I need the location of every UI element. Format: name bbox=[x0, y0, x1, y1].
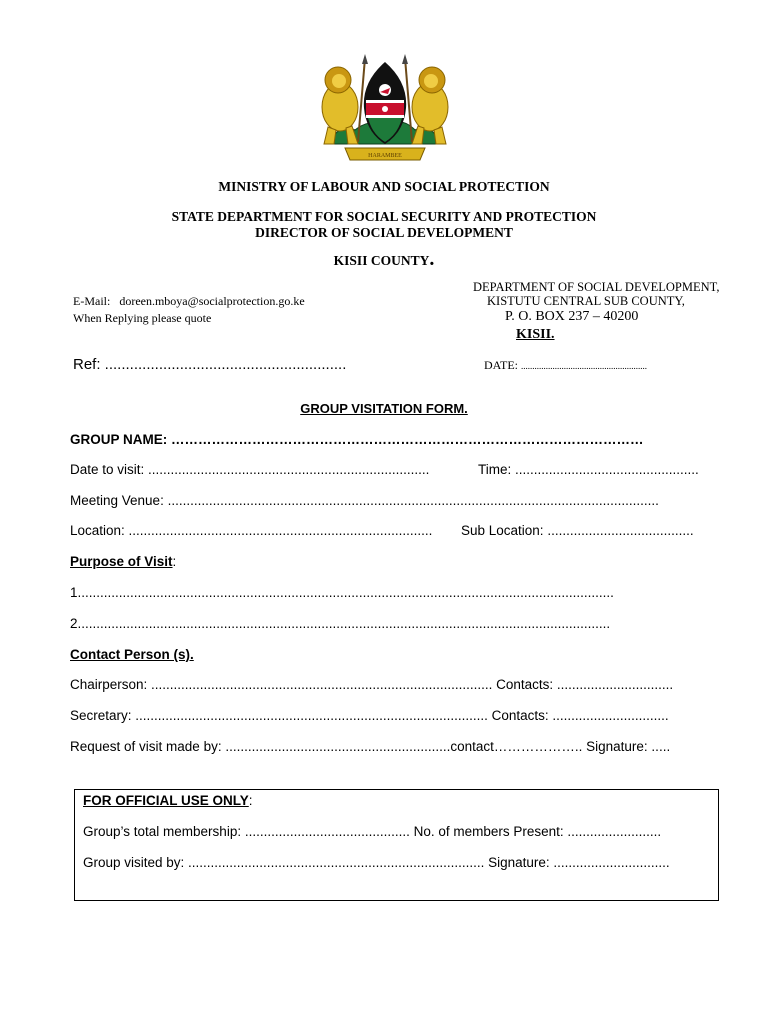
official-use-heading bbox=[83, 793, 253, 808]
director-heading: DIRECTOR OF SOCIAL DEVELOPMENT bbox=[255, 225, 513, 240]
state-department-heading: STATE DEPARTMENT FOR SOCIAL SECURITY AND PROTECTION bbox=[171, 209, 597, 224]
address-line-2: KISTUTU CENTRAL SUB COUNTY, bbox=[487, 294, 685, 308]
ref-field: Ref: .......................................................... bbox=[73, 356, 347, 373]
request-field: Request of visit made by: ............................................................contact……………….. Signature: ..... bbox=[70, 739, 671, 754]
kenya-coat-of-arms-emblem bbox=[310, 52, 460, 164]
group-name-dots: …………………………………………………………………………………………… bbox=[171, 432, 644, 447]
email-label: E-Mail: bbox=[73, 294, 111, 308]
official-use-colon: : bbox=[248, 793, 253, 808]
purpose-colon: : bbox=[172, 554, 177, 569]
date-dots: ........................................................ bbox=[521, 361, 647, 371]
purpose-label: Purpose of Visit bbox=[70, 554, 173, 569]
sub-location-field: Sub Location: ....................................... bbox=[461, 523, 694, 538]
county-heading bbox=[0, 248, 768, 271]
address-line-1: DEPARTMENT OF SOCIAL DEVELOPMENT, bbox=[473, 280, 720, 294]
visited-by-field: Group visited by: ............................................................................... Signature: ............................... bbox=[83, 855, 670, 870]
county-heading-text: KISII COUNTY bbox=[333, 253, 430, 268]
form-title: GROUP VISITATION FORM. bbox=[300, 401, 468, 416]
contact-person-heading: Contact Person (s). bbox=[70, 647, 194, 662]
date-label: DATE: bbox=[484, 358, 518, 372]
meeting-venue-field: Meeting Venue: ................................................................................................................................... bbox=[70, 493, 659, 508]
group-name-label: GROUP NAME: bbox=[70, 432, 168, 447]
county-heading-dot: . bbox=[429, 248, 435, 270]
secretary-field: Secretary: .............................................................................................. Contacts: ............................... bbox=[70, 708, 669, 723]
purpose-item-2: 2.............................................................................................................................................. bbox=[70, 616, 611, 631]
purpose-heading bbox=[70, 554, 176, 569]
ministry-heading: MINISTRY OF LABOUR AND SOCIAL PROTECTION bbox=[218, 179, 550, 194]
official-use-title: FOR OFFICIAL USE ONLY bbox=[83, 793, 249, 808]
address-town: KISII. bbox=[516, 327, 555, 342]
time-field: Time: ................................................. bbox=[478, 462, 699, 477]
address-pobox: P. O. BOX 237 – 40200 bbox=[505, 309, 639, 324]
location-field: Location: ................................................................................. bbox=[70, 523, 433, 538]
purpose-item-1: 1............................................................................................................................................... bbox=[70, 585, 614, 600]
group-name-field bbox=[70, 432, 644, 447]
reply-note: When Replying please quote bbox=[73, 311, 212, 325]
emblem-motto: HARAMBEE bbox=[368, 153, 402, 159]
membership-field: Group’s total membership: ............................................ No. of members Present: ......................... bbox=[83, 824, 662, 839]
chairperson-field: Chairperson: ........................................................................................... Contacts: ............................... bbox=[70, 677, 674, 692]
email-line bbox=[73, 294, 305, 309]
email-address: doreen.mboya@socialprotection.go.ke bbox=[119, 294, 305, 308]
date-to-visit-field: Date to visit: ........................................................................... bbox=[70, 462, 430, 477]
date-field bbox=[484, 358, 647, 373]
